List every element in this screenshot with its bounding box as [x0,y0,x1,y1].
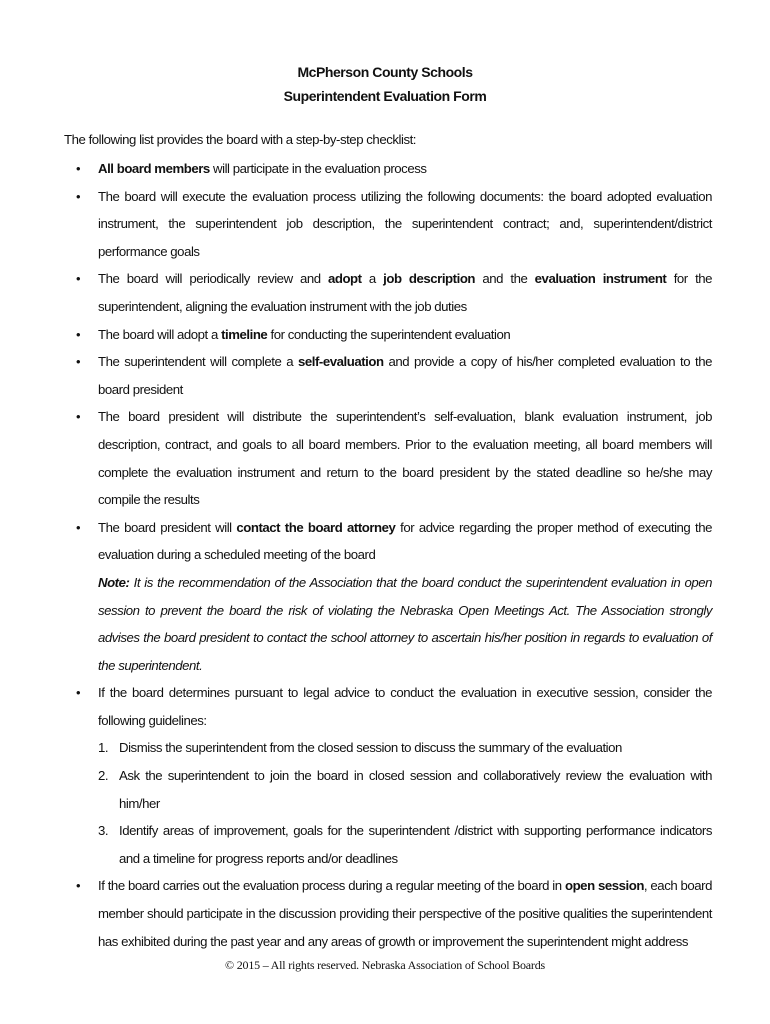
copyright-footer: © 2015 – All rights reserved. Nebraska Association of School Boards [225,958,545,972]
bullet-icon: • [76,271,81,287]
list-item: • All board members will participate in the evaluation process [72,155,712,183]
guidelines-list [98,734,712,872]
guideline-item: 1. Dismiss the superintendent from the closed session to discuss the summary of the evaluation [98,740,622,756]
bullet-icon: • [76,326,81,342]
bullet-icon: • [76,685,81,701]
note-paragraph: Note: It is the recommendation of the Association that the board conduct the superintendent evaluation in open session to prevent the board the risk of violating the Nebraska Open Meetings Act. The Association strongly advises the board president to contact the school attorney to ascertain his/her position in regards to evaluation of the superintendent. [98,574,712,673]
list-item: • The superintendent will complete a self-evaluation and provide a copy of his/her completed evaluation to the board president [72,348,712,403]
list-item: • The board president will contact the board attorney for advice regarding the proper method of executing the evaluation during a scheduled meeting of the board Note: It is the recommendation of the Association that the board conduct the superintendent evaluation in open session to prevent the board the risk of violating the Nebraska Open Meetings Act. The Association strongly advises the board president to contact the school attorney to ascertain his/her position in regards to evaluation of the superintendent. [72,514,712,680]
intro-text: The following list provides the board with a step-by-step checklist: [64,132,417,147]
list-item: • If the board carries out the evaluation process during a regular meeting of the board in open session, each board member should participate in the discussion providing their perspective of the positive qualities the superintendent has exhibited during the past year and any areas of growth or improvement the superintendent might address [72,872,712,955]
list-item: • The board will execute the evaluation process utilizing the following documents: the board adopted evaluation instrument, the superintendent job description, the superintendent contract; and, superintendent/district performance goals [72,183,712,266]
list-item: • The board will adopt a timeline for conducting the superintendent evaluation [72,321,712,349]
guideline-item: 2. Ask the superintendent to join the board in closed session and collaboratively review the evaluation with him/her [98,768,712,811]
bullet-icon: • [76,878,81,894]
bullet-icon: • [76,188,81,204]
list-item: • If the board determines pursuant to legal advice to conduct the evaluation in executive session, consider the following guidelines: 1. Dismiss the superintendent from the closed session to discuss the summary of the evaluation 2. Ask the superintendent to join the board in closed session and collaboratively review the evaluation with him/her 3. Identify areas of improvement, goals for the superintendent /district with supporting performance indicators and a timeline for progress reports and/or deadlines [72,679,712,872]
list-item: • The board will periodically review and adopt a job description and the evaluation instrument for the superintendent, aligning the evaluation instrument with the job duties [72,265,712,320]
document-subtitle: Superintendent Evaluation Form [283,88,487,104]
bullet-icon: • [76,409,81,425]
bullet-icon: • [76,519,81,535]
bullet-icon: • [76,354,81,370]
guideline-item: 3. Identify areas of improvement, goals for the superintendent /district with supporting performance indicators and a timeline for progress reports and/or deadlines [98,823,712,866]
note-label: Note: [98,574,130,590]
list-item: • The board president will distribute the superintendent’s self-evaluation, blank evaluation instrument, job description, contract, and goals to all board members. Prior to the evaluation meeting, all board members will complete the evaluation instrument and return to the board president by the stated deadline so he/she may compile the results [72,403,712,513]
checklist [72,155,712,955]
bullet-icon: • [76,161,81,176]
document-title: McPherson County Schools [297,64,473,80]
